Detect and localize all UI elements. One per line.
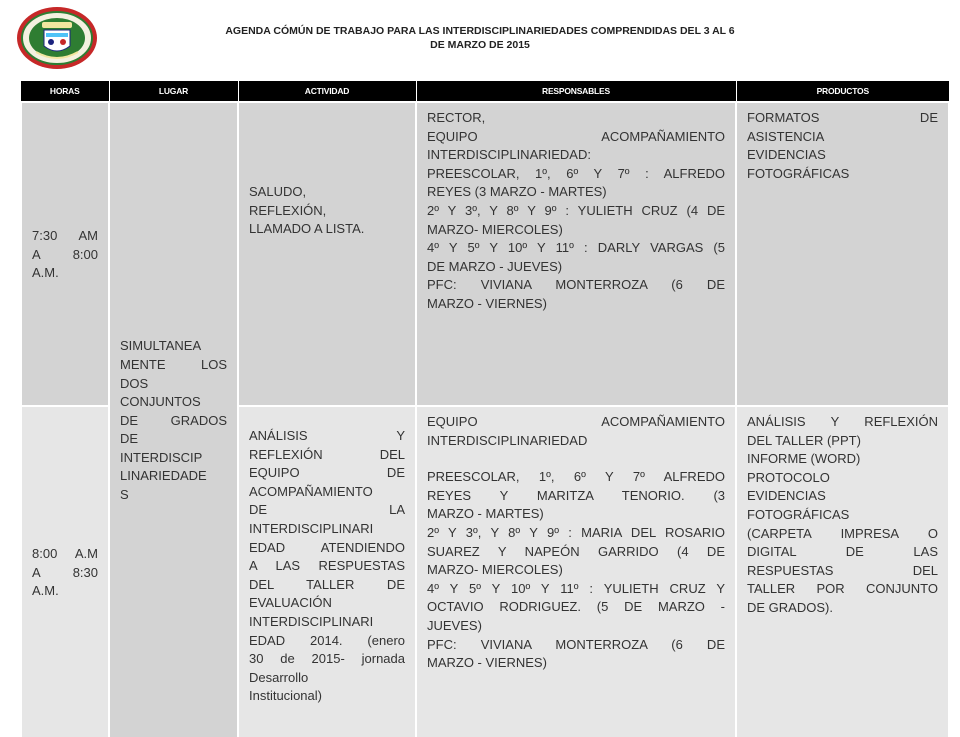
activity-line: REFLEXIÓN, <box>249 202 327 218</box>
activity-line: EDAD ATENDIENDO <box>249 539 405 555</box>
activity-line: SALUDO, <box>249 184 307 199</box>
place-line: SIMULTANEA <box>120 338 202 354</box>
activity-line: EVALUACIÓN <box>249 595 332 611</box>
responsibles-line: REYES Y MARITZA TENORIO. (3 <box>427 487 725 503</box>
products-line: DEL TALLER (PPT) <box>747 432 861 448</box>
responsibles-line: INTERDISCIPLINARIEDAD <box>427 432 588 448</box>
responsibles-line: EQUIPO ACOMPAÑAMIENTO <box>427 414 725 429</box>
activity-line: EDAD 2014. (enero <box>249 632 405 648</box>
responsibles-spacer <box>427 450 725 468</box>
responsibles-line: EQUIPO ACOMPAÑAMIENTO <box>427 128 725 144</box>
products-line: FORMATOS DE <box>747 110 938 125</box>
activity-line: DE LA <box>249 502 405 518</box>
activity-line: ANÁLISIS Y <box>249 428 405 443</box>
products-cell <box>736 102 949 406</box>
products-line: EVIDENCIAS <box>747 488 826 504</box>
products-line: FOTOGRÁFICAS <box>747 165 850 181</box>
responsibles-line: PFC: VIVIANA MONTERROZA (6 DE <box>427 277 725 293</box>
activity-line: Desarrollo <box>249 669 309 685</box>
products-line: ASISTENCIA <box>747 128 825 144</box>
responsibles-line: 2º Y 3º, Y 8º Y 9º : MARIA DEL ROSARIO <box>427 524 725 540</box>
place-line: DE <box>120 431 139 447</box>
place-line: DOS <box>120 375 149 391</box>
responsibles-line: DE MARZO - JUEVES) <box>427 258 563 274</box>
responsibles-line: MARZO - VIERNES) <box>427 295 547 311</box>
responsibles-line: 4º Y 5º Y 10º Y 11º : DARLY VARGAS (5 <box>427 240 725 256</box>
school-logo <box>16 6 98 70</box>
header-actividad: ACTIVIDAD <box>238 81 416 102</box>
products-line: DIGITAL DE LAS <box>747 544 938 560</box>
hours-line: A.M. <box>32 583 59 599</box>
hours-line: A.M. <box>32 265 59 281</box>
place-line: CONJUNTOS <box>120 394 201 410</box>
activity-line: REFLEXIÓN DEL <box>249 446 405 462</box>
responsibles-line: MARZO- MIERCOLES) <box>427 221 563 237</box>
responsibles-line: REYES (3 MARZO - MARTES) <box>427 184 607 200</box>
activity-line: LLAMADO A LISTA. <box>249 221 365 237</box>
table-header-row <box>21 81 949 102</box>
header-responsables: RESPONSABLES <box>416 81 736 102</box>
responsibles-line: MARZO - VIERNES) <box>427 655 547 671</box>
title-line-1: AGENDA CÓMÚN DE TRABAJO PARA LAS INTERDISCIPLINARIEDADES COMPRENDIDAS DEL 3 AL 6 <box>225 25 735 37</box>
responsibles-line: PREESCOLAR, 1º, 6º Y 7º : ALFREDO <box>427 165 725 181</box>
agenda-table <box>20 81 950 737</box>
hours-line: 7:30 AM <box>32 228 98 244</box>
products-line: FOTOGRÁFICAS <box>747 506 850 522</box>
products-line: TALLER POR CONJUNTO <box>747 581 938 597</box>
place-line: LINARIEDADE <box>120 468 207 484</box>
activity-line: Institucional) <box>249 688 322 704</box>
responsibles-cell <box>416 102 736 406</box>
responsibles-cell <box>416 406 736 737</box>
responsibles-line: JUEVES) <box>427 617 482 633</box>
products-cell <box>736 406 949 737</box>
hours-cell <box>21 102 109 406</box>
products-line: RESPUESTAS DEL <box>747 562 938 578</box>
place-cell <box>109 102 238 737</box>
responsibles-line: SUAREZ Y NAPEÓN GARRIDO (4 DE <box>427 543 725 559</box>
hours-line: A 8:30 <box>32 564 98 580</box>
products-line: PROTOCOLO <box>747 469 830 485</box>
responsibles-line: PFC: VIVIANA MONTERROZA (6 DE <box>427 636 725 652</box>
responsibles-line: MARZO - MARTES) <box>427 506 544 522</box>
responsibles-line: OCTAVIO RODRIGUEZ. (5 DE MARZO - <box>427 599 725 615</box>
activity-line: 30 de 2015- jornada <box>249 651 405 667</box>
responsibles-line: PREESCOLAR, 1º, 6º Y 7º ALFREDO <box>427 469 725 485</box>
responsibles-line: 4º Y 5º Y 10º Y 11º : YULIETH CRUZ Y <box>427 580 725 596</box>
products-line: ANÁLISIS Y REFLEXIÓN <box>747 414 938 429</box>
place-line: DE GRADOS <box>120 412 227 428</box>
responsibles-line: RECTOR, <box>427 110 486 125</box>
activity-line: DEL TALLER DE <box>249 576 405 592</box>
place-line: S <box>120 487 129 503</box>
activity-cell <box>238 406 416 737</box>
header-horas: HORAS <box>21 81 109 102</box>
products-line: EVIDENCIAS <box>747 147 826 163</box>
activity-line: EQUIPO DE <box>249 465 405 481</box>
header-lugar: LUGAR <box>109 81 238 102</box>
hours-cell <box>21 406 109 737</box>
title-line-2: DE MARZO DE 2015 <box>430 39 530 51</box>
responsibles-line: INTERDISCIPLINARIEDAD: <box>427 147 591 163</box>
place-line: INTERDISCIP <box>120 449 203 465</box>
responsibles-line: MARZO- MIERCOLES) <box>427 562 563 578</box>
activity-line: INTERDISCIPLINARI <box>249 520 374 536</box>
products-line: INFORME (WORD) <box>747 451 861 467</box>
activity-line: INTERDISCIPLINARI <box>249 613 374 629</box>
activity-line: ACOMPAÑAMIENTO <box>249 483 373 499</box>
header-productos: PRODUCTOS <box>736 81 949 102</box>
place-line: MENTE LOS <box>120 356 227 372</box>
hours-line: A 8:00 <box>32 246 98 262</box>
activity-cell <box>238 102 416 406</box>
products-line: DE GRADOS). <box>747 599 833 615</box>
table-row <box>21 102 949 406</box>
activity-line: A LAS RESPUESTAS <box>249 558 405 574</box>
document-title <box>160 24 800 52</box>
responsibles-line: 2º Y 3º, Y 8º Y 9º : YULIETH CRUZ (4 DE <box>427 202 725 218</box>
hours-line: 8:00 A.M <box>32 546 98 562</box>
products-line: (CARPETA IMPRESA O <box>747 525 938 541</box>
